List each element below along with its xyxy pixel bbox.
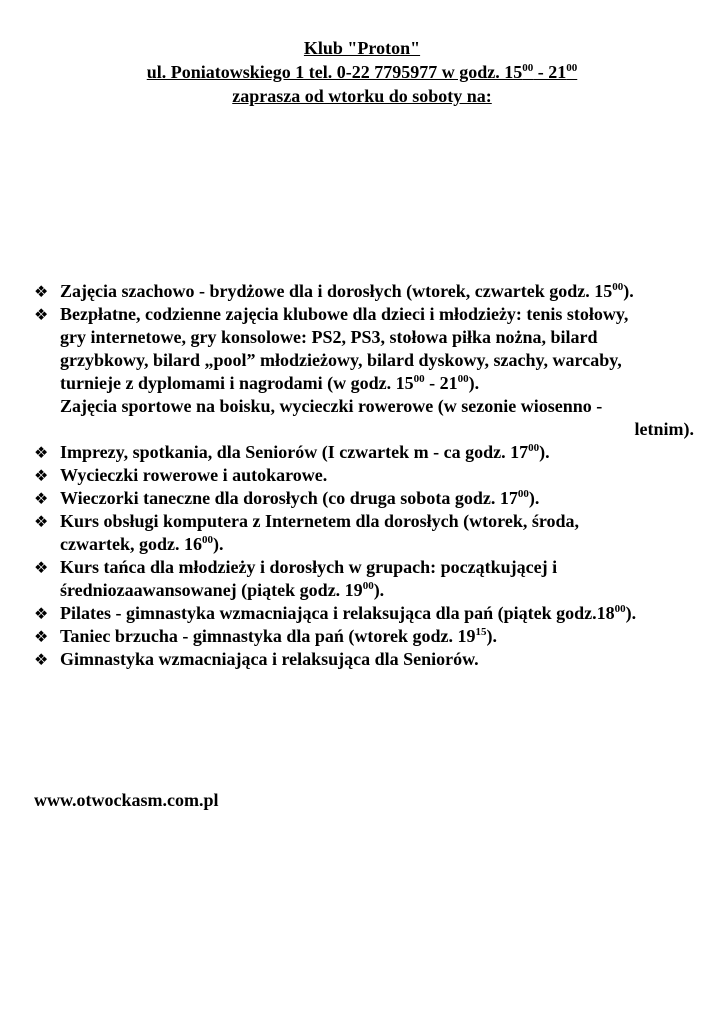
list-item [34,556,694,602]
diamond-bullet-icon: ❖ [34,443,49,462]
item-time-sup: 00 [614,603,626,615]
item-time-sup: 00 [201,534,213,546]
club-address [147,62,578,82]
header-invite-line [0,84,724,108]
item-text-end: ). [486,626,498,646]
item-text: Pilates - gimnastyka wzmacniająca i relaksująca dla pań (piątek godz.18 [60,603,615,623]
item-text: Taniec brzucha - gimnastyka dla pań (wtorek godz. 19 [60,626,476,646]
item-text-end: ). [539,442,550,462]
club-title: Klub "Proton" [303,38,421,58]
item-line: Kurs tańca dla młodzieży i dorosłych w grupach: początkującej i [60,557,558,577]
item-line [60,372,694,395]
address-text: ul. Poniatowskiego 1 tel. 0-22 7795977 w godz. 15 [146,62,523,82]
item-text-end: ). [212,534,224,554]
address-hours-end-sup: 00 [566,62,578,74]
item-line [60,602,694,625]
item-time-sup: 00 [457,373,469,385]
diamond-bullet-icon: ❖ [34,305,49,324]
item-line [60,441,694,464]
item-time-sup: 15 [475,626,487,638]
diamond-bullet-icon: ❖ [34,650,49,669]
item-text: - 21 [424,373,458,393]
diamond-bullet-icon: ❖ [34,466,49,485]
item-line [60,487,694,510]
list-item [34,464,694,487]
diamond-bullet-icon: ❖ [34,604,49,623]
item-text: czwartek, godz. 16 [60,534,202,554]
item-line [60,280,694,303]
list-item [34,441,694,464]
item-line: Zajęcia sportowe na boisku, wycieczki rowerowe (w sezonie wiosenno - [60,396,603,416]
diamond-bullet-icon: ❖ [34,627,49,646]
diamond-bullet-icon: ❖ [34,512,49,531]
item-text: turnieje z dyplomami i nagrodami (w godz. 15 [60,373,414,393]
item-line-right: letnim). [634,419,694,439]
list-item [34,303,694,441]
list-item [34,602,694,625]
header-address-line [0,60,724,84]
list-item [34,510,694,556]
item-text: Imprezy, spotkania, dla Seniorów (I czwartek m - ca godz. 17 [60,442,529,462]
item-text: Wieczorki taneczne dla dorosłych (co druga sobota godz. 17 [60,488,518,508]
item-line: Kurs obsługi komputera z Internetem dla dorosłych (wtorek, środa, [60,511,580,531]
item-time-sup: 00 [528,442,540,454]
item-text: średniozaawansowanej (piątek godz. 19 [60,580,363,600]
item-line: Bezpłatne, codzienne zajęcia klubowe dla dzieci i młodzieży: tenis stołowy, [60,304,629,324]
diamond-bullet-icon: ❖ [34,282,49,301]
header-title-line [0,36,724,60]
item-text-end: ). [528,488,540,508]
list-item [34,648,694,671]
invite-text: zaprasza od wtorku do soboty na: [232,86,492,106]
diamond-bullet-icon: ❖ [34,489,49,508]
diamond-bullet-icon: ❖ [34,558,49,577]
item-line [60,625,694,648]
activities-list [34,280,694,671]
item-line: grzybkowy, bilard „pool” młodzieżowy, bilard dyskowy, szachy, warcaby, [60,350,622,370]
item-line [60,579,694,602]
list-item [34,487,694,510]
item-text-end: ). [468,373,480,393]
item-text: Zajęcia szachowo - brydżowe dla i dorosłych (wtorek, czwartek godz. 15 [60,281,613,301]
item-text-end: ). [623,281,634,301]
item-line: gry internetowe, gry konsolowe: PS2, PS3, stołowa piłka nożna, bilard [60,327,598,347]
address-hours-dash: - 21 [533,62,567,82]
item-line: Wycieczki rowerowe i autokarowe. [60,465,328,485]
address-hours-start-sup: 00 [522,62,534,74]
item-line [60,533,694,556]
item-text-end: ). [373,580,385,600]
website-url: www.otwockasm.com.pl [34,790,219,810]
item-time-sup: 00 [413,373,425,385]
list-item [34,280,694,303]
item-time-sup: 00 [517,488,529,500]
item-line: Gimnastyka wzmacniająca i relaksująca dla Seniorów. [60,649,479,669]
list-item [34,625,694,648]
item-text-end: ). [625,603,637,623]
item-time-sup: 00 [362,580,374,592]
document-header [0,36,724,108]
item-time-sup: 00 [612,281,624,293]
